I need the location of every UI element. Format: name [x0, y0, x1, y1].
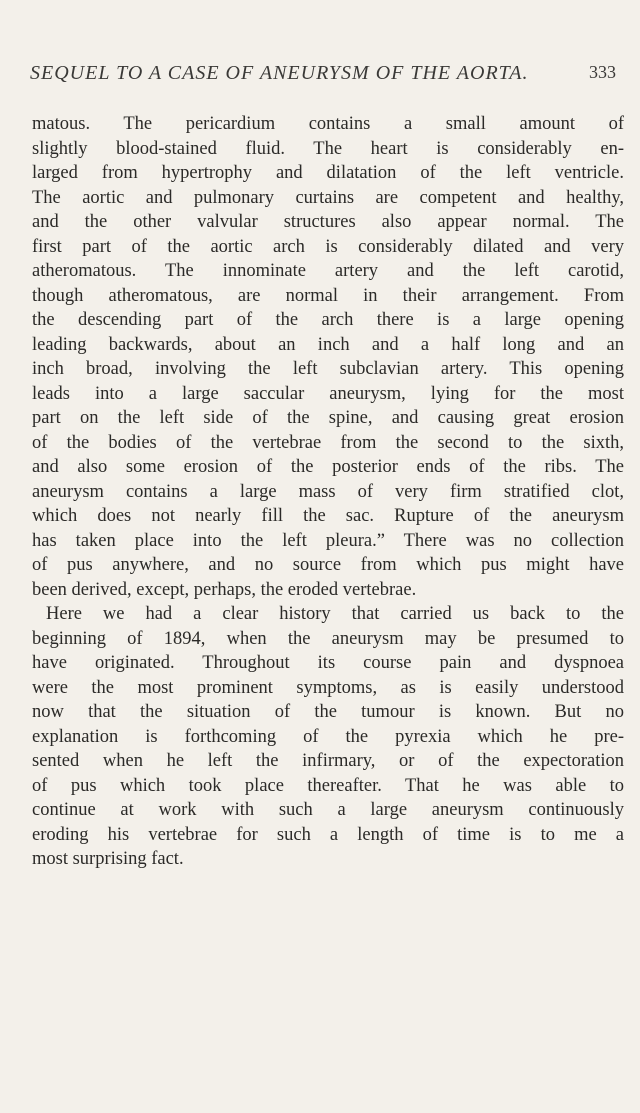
text-line: been derived, except, perhaps, the eroded vertebrae.: [32, 579, 417, 600]
text-line: of pus which took place thereafter. That he was able to: [32, 775, 624, 796]
text-line: though atheromatous, are normal in their arrangement. From: [32, 285, 624, 306]
text-line: first part of the aortic arch is considerably dilated and very: [32, 236, 624, 257]
text-line: now that the situation of the tumour is known. But no: [32, 702, 624, 722]
paragraph-2: [32, 602, 624, 872]
running-head: [30, 62, 616, 92]
text-line: most surprising fact.: [32, 849, 184, 869]
text-line: explanation is forthcoming of the pyrexia which he pre-: [32, 726, 624, 747]
text-line: leads into a large saccular aneurysm, lying for the most: [32, 383, 624, 404]
text-line: slightly blood-stained fluid. The heart is considerably en-: [32, 138, 624, 159]
text-line: beginning of 1894, when the aneurysm may be presumed to: [32, 628, 624, 649]
text-line: continue at work with such a large aneurysm continuously: [32, 800, 624, 820]
body-text: [32, 112, 624, 872]
text-line: of pus anywhere, and no source from which pus might have: [32, 555, 624, 575]
text-line: Here we had a clear history that carried us back to the: [46, 604, 624, 624]
paragraph-1: [32, 112, 624, 602]
text-line: of the bodies of the vertebrae from the second to the sixth,: [32, 432, 624, 453]
text-line: leading backwards, about an inch and a half long and an: [32, 334, 624, 355]
text-line: atheromatous. The innominate artery and the left carotid,: [32, 261, 624, 281]
text-line: has taken place into the left pleura.” There was no collection: [32, 530, 624, 551]
text-line: have originated. Throughout its course pain and dyspnoea: [32, 653, 624, 673]
text-line: and also some erosion of the posterior ends of the ribs. The: [32, 457, 624, 477]
page-number: 333: [589, 62, 616, 82]
text-line: matous. The pericardium contains a small amount of: [32, 114, 624, 134]
text-line: were the most prominent symptoms, as is easily understood: [32, 677, 624, 698]
text-line: sented when he left the infirmary, or of the expectoration: [32, 751, 624, 771]
text-line: larged from hypertrophy and dilatation of the left ventricle.: [32, 163, 624, 183]
running-title: SEQUEL TO A CASE OF ANEURYSM OF THE AORTA.: [30, 62, 529, 84]
text-line: and the other valvular structures also appear normal. The: [32, 212, 624, 232]
text-line: aneurysm contains a large mass of very firm stratified clot,: [32, 481, 624, 502]
text-line: The aortic and pulmonary curtains are competent and healthy,: [32, 187, 624, 208]
text-line: which does not nearly fill the sac. Rupture of the aneurysm: [32, 506, 624, 526]
text-line: part on the left side of the spine, and causing great erosion: [32, 408, 624, 428]
text-line: inch broad, involving the left subclavian artery. This opening: [32, 359, 624, 379]
text-line: the descending part of the arch there is a large opening: [32, 310, 624, 330]
text-line: eroding his vertebrae for such a length of time is to me a: [32, 824, 624, 845]
